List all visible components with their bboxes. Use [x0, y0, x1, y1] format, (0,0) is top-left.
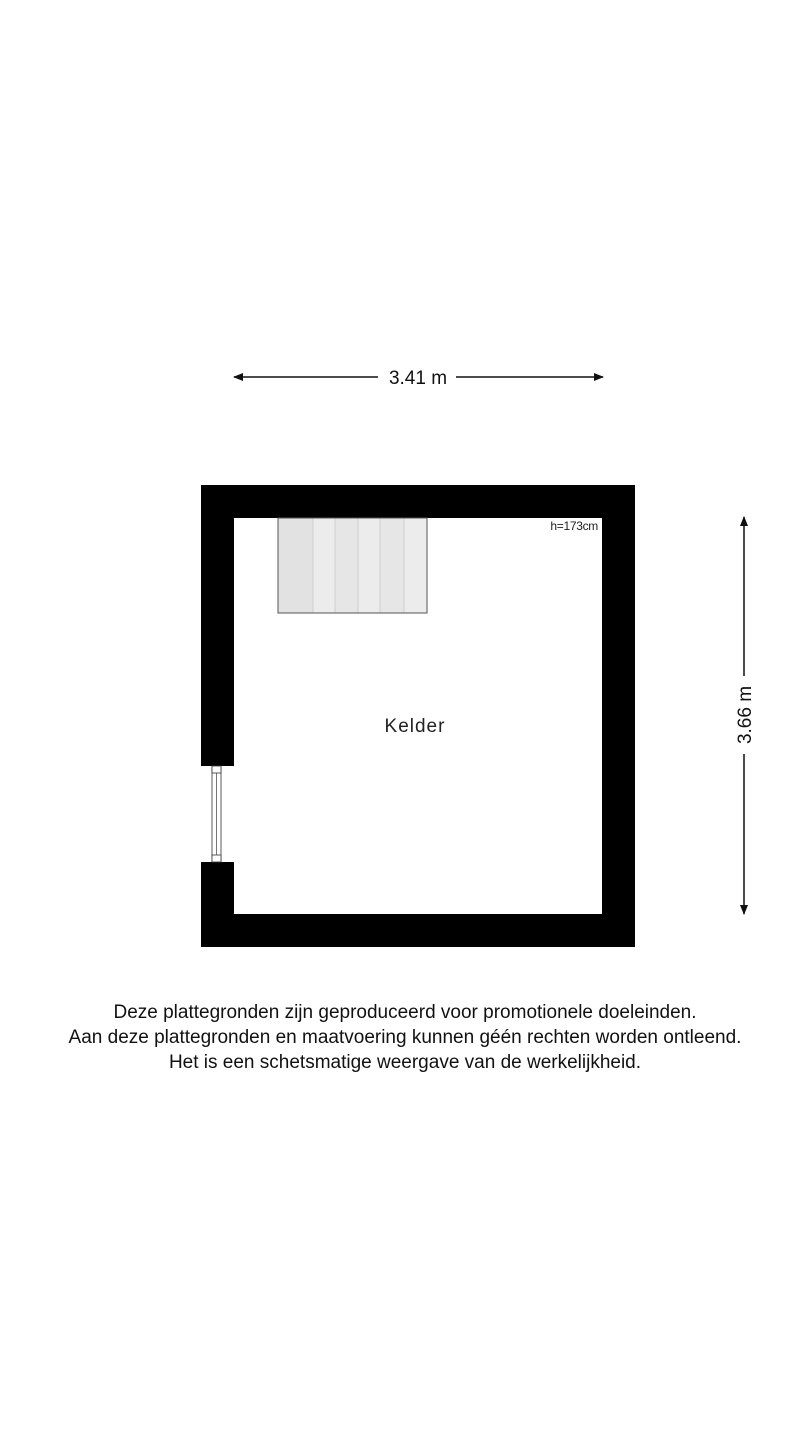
- staircase: [278, 518, 427, 613]
- disclaimer-line-3: Het is een schetsmatige weergave van de werkelijkheid.: [168, 1052, 642, 1073]
- window: [212, 766, 221, 862]
- stair-step-2: [335, 518, 358, 613]
- wall-left-lower: [201, 862, 234, 947]
- wall-bottom: [201, 914, 635, 947]
- stair-step-1: [313, 518, 335, 613]
- width-dimension: [234, 368, 603, 389]
- stair-landing: [278, 518, 313, 613]
- stair-step-3: [358, 518, 380, 613]
- ceiling-height-note: h=173cm: [550, 519, 598, 533]
- wall-left-upper: [201, 485, 234, 766]
- stair-step-5: [404, 518, 427, 613]
- window-sill-top: [212, 766, 221, 773]
- disclaimer-line-2: Aan deze plattegronden en maatvoering kunnen géén rechten worden ontleend.: [68, 1027, 742, 1048]
- disclaimer: [0, 1000, 810, 1075]
- window-sill-bottom: [212, 855, 221, 862]
- room-label: Kelder: [384, 716, 446, 737]
- stair-step-4: [380, 518, 404, 613]
- wall-right: [602, 485, 635, 947]
- wall-top: [201, 485, 635, 518]
- height-dimension-label: 3.66 m: [735, 685, 756, 745]
- disclaimer-line-1: Deze plattegronden zijn geproduceerd voor promotionele doeleinden.: [113, 1002, 697, 1023]
- width-dimension-label: 3.41 m: [388, 368, 448, 389]
- height-dimension: [735, 517, 756, 914]
